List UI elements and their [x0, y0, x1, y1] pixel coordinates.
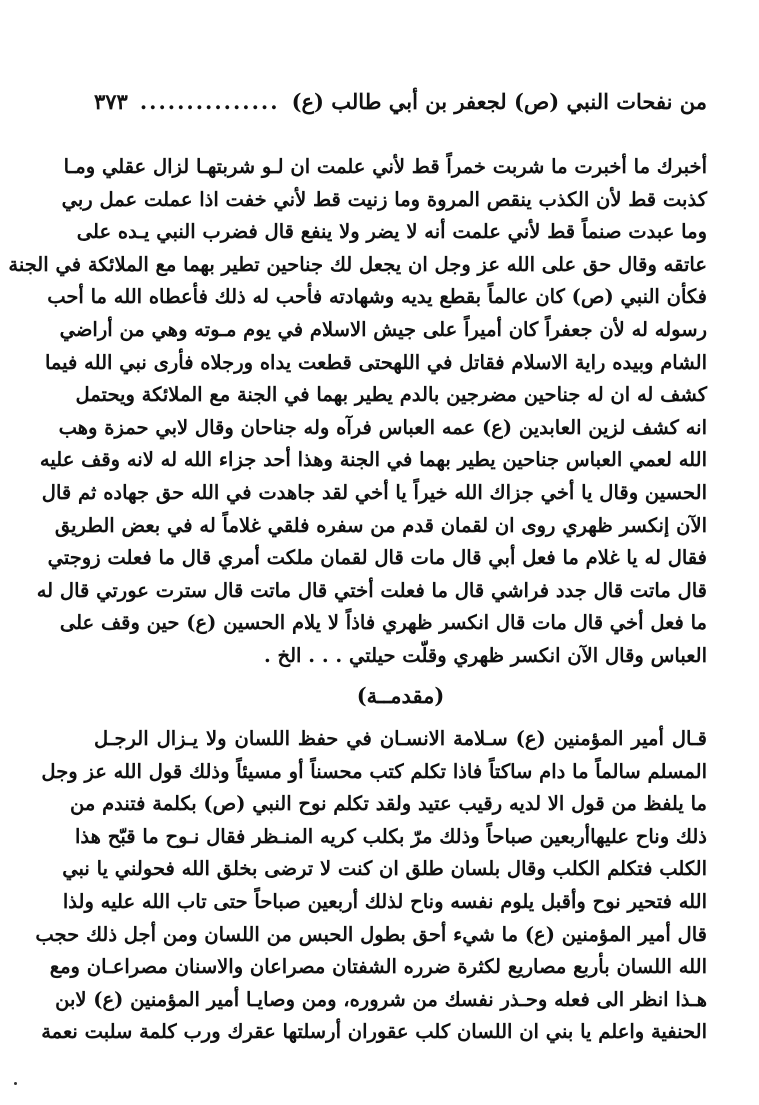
text-line: قـال أمير المؤمنين (ع) سـلامة الانسـان في حفظ اللسان ولا يـزال الرجـل — [94, 727, 707, 750]
text-line: ذلك وناح عليهاأربعين صباحاً وذلك مرّ بكلب كريه المنـظر فقال نـوح ما قبّح هذا — [75, 824, 707, 848]
text-line: فقال له يا غلام ما فعل أبي قال مات قال لقمان ملكت أمري قال ما فعلت زوجتي — [47, 546, 707, 570]
text-line: ما يلفظ من قول الا لديه رقيب عتيد ولقد تكلم نوح النبي (ص) بكلمة فتندم من — [70, 792, 707, 816]
page-number: ٣٧٣ — [94, 88, 128, 114]
text-line: أخبرك ما أخبرت ما شربت خمراً قط لأني علمت ان لـو شربتهـا لزال عقلي ومـا — [63, 155, 707, 178]
text-line: رسوله له لأن جعفراً كان أميراً على جيش الاسلام في يوم مـوته وهي من أراضي — [59, 317, 707, 341]
text-line: العباس وقال الآن انكسر ظهري وقلّت حيلتي . . . الخ . — [263, 643, 707, 667]
scan-speck — [14, 1082, 17, 1085]
text-line: الحنفية واعلم يا بني ان اللسان كلب عقوران أرسلتها عقرك ورب كلمة سلبت نعمة — [41, 1020, 707, 1044]
text-line: عاتقه وقال حق على الله عز وجل ان يجعل لك جناحين تطير بهما مع الملائكة في الجنة — [8, 252, 707, 276]
text-line: ما فعل أخي قال مات قال انكسر ظهري فاذاً لا يلام الحسين (ع) حين وقف على — [59, 611, 707, 635]
text-line: الحسين وقال يا أخي جزاك الله خيراً يا أخي لقد جاهدت في الله حق جهاده ثم قال — [41, 480, 707, 504]
section-heading: (مقدمــة) — [356, 683, 445, 708]
text-line: كشف له ان له جناحين مضرجين بالدم يطير بهما في الجنة مع الملائكة ويحتمل — [75, 383, 707, 407]
paragraph-introduction — [35, 723, 707, 1049]
text-line: الله لعمي العباس جناحين يطير بهما في الجنة وهذا أحد جزاء الله له لانه وقف عليه — [39, 448, 707, 472]
header-title: من نفحات النبي (ص) لجعفر بن أبي طالب (ع) — [291, 88, 707, 114]
text-line: فكأن النبي (ص) كان عالماً بقطع يديه وشهادته فأحب له ذلك فأعطاه الله ما أحب — [47, 285, 707, 309]
text-line: الآن إنكسر ظهري روى ان لقمان قدم من سفره فلقي غلاماً له في بعض الطريق — [54, 513, 707, 537]
text-line: قال ماتت قال جدد فراشي قال ما فعلت أختي قال ماتت قال سترت عورتي قال له — [36, 578, 707, 602]
text-line: هـذا انظر الى فعله وحـذر نفسك من شروره، ومن وصايـا أمير المؤمنين (ع) لابن — [55, 987, 707, 1011]
text-line: انه كشف لزين العابدين (ع) عمه العباس فرآه وله جناحان وقال لابي حمزة وهب — [58, 415, 707, 439]
text-line: الكلب فتكلم الكلب وقال بلسان طلق ان كنت لا ترضى بخلق الله فحولني يا نبي — [62, 857, 707, 881]
text-line: وما عبدت صنماً قط لأني علمت أنه لا يضر ولا ينفع قال فضرب النبي يـده على — [76, 220, 707, 244]
paragraph-jafar — [8, 151, 707, 673]
header-dot-leader: ............... — [139, 88, 280, 114]
text-line: قال أمير المؤمنين (ع) ما شيء أحق بطول الحبس من اللسان ومن أجل ذلك حجب — [35, 922, 707, 946]
running-header — [94, 84, 707, 118]
text-line: الشام وبيده راية الاسلام فقاتل في اللهحتى قطعت يداه ورجلاه فأرى نبي الله فيما — [44, 350, 707, 374]
text-line: الله فتحير نوح وأقبل يلوم نفسه وناح لذلك أربعين صباحاً حتى تاب الله عليه ولذا — [62, 889, 707, 913]
text-line: الله اللسان بأربع مصاريع لكثرة ضرره الشفتان مصراعان والاسنان مصراعـان ومع — [49, 955, 707, 979]
text-line: كذبت قط لأن الكذب ينقص المروة وما زنيت قط لأني خفت اذا عملت عمل ربي — [61, 187, 707, 211]
text-line: المسلم سالماً ما دام ساكتاً فاذا تكلم كتب محسناً أو مسيئاً وذلك قول الله عز وجل — [41, 759, 707, 783]
